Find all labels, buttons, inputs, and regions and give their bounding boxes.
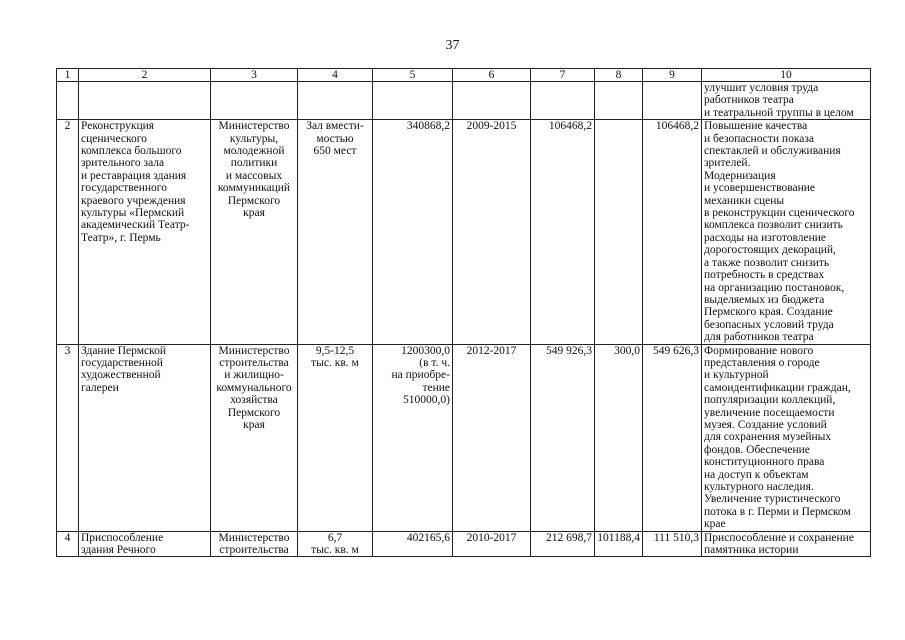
expected-result-line: памятника истории <box>704 544 799 557</box>
object-name-line: сценического <box>81 132 147 145</box>
executor-line: Министерство <box>218 531 290 544</box>
capacity-cell <box>298 120 373 344</box>
expected-result-line: потока в г. Перми и Пермском <box>704 505 851 518</box>
cost-value-cell <box>373 120 453 344</box>
value-col7-cell: 106468,2 <box>531 120 595 344</box>
col-header: 1 <box>57 69 79 82</box>
expected-result-cell <box>702 344 871 531</box>
period-cell: 2010-2017 <box>453 531 531 557</box>
executor-line: Пермского <box>227 406 281 419</box>
expected-result-line: на доступ к объектам <box>704 468 809 481</box>
col-header: 8 <box>595 69 643 82</box>
capacity-cell <box>298 82 373 120</box>
executor-line: коммуникаций <box>217 182 291 195</box>
row-number-cell <box>57 82 79 120</box>
capacity-cell <box>298 344 373 531</box>
expected-result-line: улучшит условия труда <box>704 82 819 94</box>
capacity-line: 6,7 <box>327 531 343 544</box>
expected-result-line: безопасных условий труда <box>704 318 834 331</box>
value-col9-cell <box>643 82 702 120</box>
executor-line: хозяйства <box>230 394 278 407</box>
cost-value-line: 1200300,0 <box>401 344 450 357</box>
cost-value-line: тение <box>422 381 450 394</box>
table-row <box>57 531 871 557</box>
table-header-row <box>57 69 871 82</box>
cost-value-line: на приобре- <box>391 369 450 382</box>
expected-result-line: потребность в средствах <box>704 269 825 282</box>
cost-value-line: 402165,6 <box>406 531 450 544</box>
object-name-cell <box>79 531 211 557</box>
executor-cell <box>211 344 298 531</box>
expected-result-line: Формирование нового <box>704 344 814 357</box>
cost-value-line: 510000,0) <box>403 394 450 407</box>
expected-result-line: и усовершенствование <box>704 182 815 195</box>
col-header: 7 <box>531 69 595 82</box>
expected-result-line: комплекса позволит снизить <box>704 219 843 232</box>
capacity-line: 650 мест <box>313 145 357 158</box>
object-name-cell <box>79 344 211 531</box>
row-number-cell: 2 <box>57 120 79 344</box>
object-name-line: Приспособление <box>81 531 164 544</box>
expected-result-line: Повышение качества <box>704 120 808 133</box>
expected-result-line: механики сцены <box>704 194 785 207</box>
col-header: 4 <box>298 69 373 82</box>
expected-result-line: работников театра <box>704 94 794 107</box>
executor-line: Пермского <box>227 194 281 207</box>
page-number: 37 <box>445 38 460 53</box>
expected-result-line: увеличение посещаемости <box>704 406 835 419</box>
capacity-line: тыс. кв. м <box>311 356 359 369</box>
object-name-line: государственной <box>81 356 163 369</box>
expected-result-line: Увеличение туристического <box>704 493 841 506</box>
expected-result-line: самоидентификации граждан, <box>704 381 851 394</box>
col-header: 6 <box>453 69 531 82</box>
col-header: 2 <box>79 69 211 82</box>
expected-result-line: в реконструкции сценического <box>704 207 855 220</box>
expected-result-line: крае <box>704 518 726 531</box>
executor-line: политики <box>230 157 278 170</box>
object-name-line: здания Речного <box>81 544 156 557</box>
expected-result-line: представления о городе <box>704 356 820 369</box>
object-name-line: академический Театр- <box>81 219 190 232</box>
period-cell <box>453 82 531 120</box>
executor-line: строительства <box>219 544 289 557</box>
value-col7-cell: 212 698,7 <box>531 531 595 557</box>
object-name-line: культуры «Пермский <box>81 207 185 220</box>
expected-result-line: на организацию постановок, <box>704 281 845 294</box>
period-cell: 2012-2017 <box>453 344 531 531</box>
expected-result-line: а также позволит снизить <box>704 256 830 269</box>
expected-result-line: выделяемых из бюджета <box>704 293 825 306</box>
expected-result-line: и безопасности показа <box>704 132 814 145</box>
object-name-line: галереи <box>81 381 119 394</box>
object-name-line: государственного <box>81 182 167 195</box>
value-col7-cell <box>531 82 595 120</box>
projects-table <box>56 68 871 557</box>
executor-line: края <box>243 207 265 220</box>
expected-result-line: Пермского края. Создание <box>704 306 833 319</box>
expected-result-line: и культурной <box>704 369 769 382</box>
capacity-line: тыс. кв. м <box>311 544 359 557</box>
object-name-cell <box>79 120 211 344</box>
cost-value-cell <box>373 344 453 531</box>
object-name-line: и реставрация здания <box>81 169 187 182</box>
object-name-line: Здание Пермской <box>81 344 166 357</box>
expected-result-line: расходы на изготовление <box>704 231 827 244</box>
expected-result-line: для сохранения музейных <box>704 431 832 444</box>
executor-line: и массовых <box>225 169 283 182</box>
expected-result-cell <box>702 531 871 557</box>
expected-result-line: зрителей. <box>704 157 751 170</box>
table-row <box>57 120 871 344</box>
object-name-line: зрительного зала <box>81 157 165 170</box>
object-name-line: художественной <box>81 369 161 382</box>
executor-line: Министерство <box>218 120 290 133</box>
table-row <box>57 344 871 531</box>
col-header: 10 <box>702 69 871 82</box>
expected-result-cell <box>702 82 871 120</box>
capacity-cell <box>298 531 373 557</box>
executor-line: края <box>243 418 265 431</box>
expected-result-line: культурного наследия. <box>704 481 814 493</box>
object-name-line: комплекса большого <box>81 145 182 158</box>
executor-line: строительства <box>219 356 289 369</box>
capacity-line: 9,5-12,5 <box>315 344 355 357</box>
executor-cell <box>211 82 298 120</box>
row-number-cell: 3 <box>57 344 79 531</box>
table-row <box>57 82 871 120</box>
cost-value-cell <box>373 531 453 557</box>
value-col8-cell <box>595 120 643 344</box>
col-header: 9 <box>643 69 702 82</box>
executor-line: коммунального <box>216 381 292 394</box>
value-col9-cell: 106468,2 <box>643 120 702 344</box>
expected-result-line: дорогостоящих декораций, <box>704 244 836 257</box>
executor-line: культуры, <box>229 132 279 145</box>
period-cell: 2009-2015 <box>453 120 531 344</box>
executor-line: и жилищно- <box>224 369 284 382</box>
capacity-line: мостью <box>316 132 354 145</box>
capacity-line: Зал вмести- <box>306 120 364 133</box>
value-col7-cell: 549 926,3 <box>531 344 595 531</box>
expected-result-line: Приспособление и сохранение <box>704 531 854 544</box>
expected-result-line: для работников театра <box>704 331 814 344</box>
col-header: 5 <box>373 69 453 82</box>
expected-result-line: фондов. Обеспечение <box>704 443 810 456</box>
row-number-cell: 4 <box>57 531 79 557</box>
value-col9-cell: 111 510,3 <box>643 531 702 557</box>
value-col8-cell: 101188,4 <box>595 531 643 557</box>
cost-value-cell <box>373 82 453 120</box>
executor-line: молодежной <box>223 145 285 158</box>
value-col9-cell: 549 626,3 <box>643 344 702 531</box>
object-name-line: Реконструкция <box>81 120 155 133</box>
expected-result-line: конституционного права <box>704 456 825 469</box>
executor-line: Министерство <box>218 344 290 357</box>
value-col8-cell: 300,0 <box>595 344 643 531</box>
col-header: 3 <box>211 69 298 82</box>
expected-result-line: спектаклей и обслуживания <box>704 145 841 158</box>
expected-result-cell <box>702 120 871 344</box>
expected-result-line: популяризации коллекций, <box>704 394 836 407</box>
expected-result-line: музея. Создание условий <box>704 418 827 431</box>
expected-result-line: Модернизация <box>704 169 776 182</box>
object-name-line: Театр», г. Пермь <box>81 231 161 244</box>
executor-cell <box>211 120 298 344</box>
cost-value-line: (в т. ч. <box>419 356 450 369</box>
value-col8-cell <box>595 82 643 120</box>
executor-cell <box>211 531 298 557</box>
object-name-line: краевого учреждения <box>81 194 186 207</box>
cost-value-line: 340868,2 <box>406 120 450 133</box>
object-name-cell <box>79 82 211 120</box>
expected-result-line: и театральной труппы в целом <box>704 106 854 119</box>
